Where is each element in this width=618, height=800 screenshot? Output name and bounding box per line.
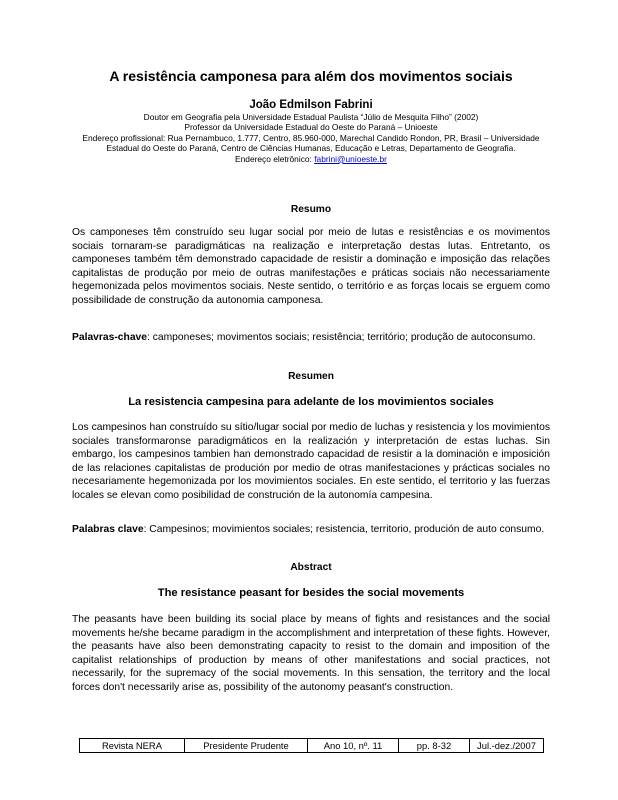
resumo-text: Os camponeses têm construído seu lugar social por meio de lutas e resistências e os movimentos sociais tornaram-se paradigmáticas na realização e interpretação destas lutas. Entretanto, os camponeses também têm demonstrado capacidade de resistir a dominação e imposição das relações capitalistas de produção por meio de outras manifestações e práticas sociais não necessariamente hegemonizada pelos movimentos sociais. Neste sentido, o território e as forças locais se erguem como possibilidade de construção da autonomia camponesa. — [72, 227, 550, 306]
resumen-text: Los campesinos han construído su sítio/lugar social por medio de luchas y resistencia y los movimientos sociales transformaronse paradigmáticos en la realización y interpretación de estas luchas. Sin embargo, los campesinos tambien han demonstrado capacidad de resistir a la dominación e imposición de las relaciones capitalistas de produción por medio de otras manifestaciones y prácticas sociales no necesariamente hegemonizada por los movimientos sociales. En este sentido, el territorio y las fuerzas locales se elevan como posibilidad de construción de la autonomía campesina. — [72, 422, 550, 501]
affiliation-degree: Doutor em Geografia pela Universidade Estadual Paulista “Júlio de Mesquita Filho” (2002) — [143, 112, 479, 122]
footer-pages: pp. 8-32 — [399, 739, 470, 753]
resumo-keywords-list: : camponeses; movimentos sociais; resistência; território; produção de autoconsumo. — [147, 332, 536, 343]
footer-city: Presidente Prudente — [185, 739, 308, 753]
abstract-title: The resistance peasant for besides the social movements — [157, 587, 465, 599]
footer-row — [80, 739, 544, 753]
footer-volume: Ano 10, nº. 11 — [308, 739, 399, 753]
resumen-keywords — [72, 523, 550, 537]
abstract-text: The peasants have been building its social place by means of fights and resistances and the social movements he/she became paradigm in the accomplishment and interpretation of these fights. However, the peasants have also been demonstrating capacity to resist to the domain and imposition of the capitalist relationships of production by means of other manifestations and social practices, not necessarily, for the supremacy of the social movements. In this sensation, the territory and the local forces don't necessarily arise as, possibility of the autonomy peasant's construction. — [72, 614, 550, 693]
affiliation-position: Professor da Universidade Estadual do Oeste do Paraná – Unioeste — [184, 122, 438, 133]
affiliation-address: Endereço profissional: Rua Pernambuco, 1.777, Centro, 85.960-000, Marechal Candido Rondon, PR, Brasil – Universidade Estadual do Oeste do Paraná, Centro de Ciências Humanas, Educação e Letras, Departamento de Geografia. — [82, 132, 540, 154]
resumen-keywords-label: Palabras clave — [72, 524, 144, 535]
resumo-heading: Resumo — [290, 204, 332, 215]
resumo-keywords-label: Palavras-chave — [72, 332, 147, 343]
email-label: Endereço eletrônico: — [235, 153, 312, 164]
footer-journal: Revista NERA — [80, 739, 185, 753]
abstract-heading: Abstract — [290, 562, 332, 573]
journal-footer — [79, 738, 544, 753]
footer-date: Jul.-dez./2007 — [470, 739, 544, 753]
paper-title: A resistência camponesa para além dos movimentos sociais — [109, 68, 513, 84]
affiliation-email-line — [72, 154, 550, 164]
resumo-keywords — [72, 331, 550, 345]
resumen-heading: Resumen — [288, 371, 334, 382]
resumen-title: La resistencia campesina para adelante de los movimientos sociales — [128, 396, 494, 408]
author-name: João Edmilson Fabrini — [249, 99, 373, 111]
email-link[interactable]: fabrini@unioeste.br — [314, 153, 387, 164]
author-affiliation — [72, 112, 550, 164]
resumen-keywords-list: : Campesinos; movimientos sociales; resistencia, territorio, produción de auto consumo. — [143, 524, 545, 535]
